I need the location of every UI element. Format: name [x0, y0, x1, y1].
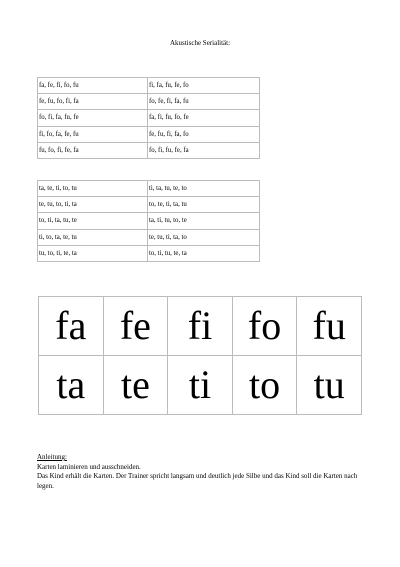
table-cell: to, ti, tu, te, ta: [148, 245, 260, 261]
table-row: [38, 126, 260, 142]
instructions: [37, 453, 367, 491]
table-cell: ti, ta, tu, te, to: [148, 181, 260, 197]
syllable-table-f: [37, 77, 260, 159]
table-cell: ta, ti, tu, to, te: [148, 213, 260, 229]
table-cell: fe, fu, fo, fi, fa: [38, 94, 148, 110]
table-cell: to, te, ti, ta, tu: [148, 197, 260, 213]
syllable-card: fu: [297, 297, 362, 356]
table-cell: ti, to, ta, te, tu: [38, 229, 148, 245]
table-row: [38, 213, 260, 229]
syllable-card: tu: [297, 356, 362, 415]
syllable-card: ta: [39, 356, 104, 415]
table-row: [38, 181, 260, 197]
table-cell: fi, fo, fa, fe, fu: [38, 126, 148, 142]
table-cell: ta, te, ti, to, tu: [38, 181, 148, 197]
instructions-line: Das Kind erhält die Karten. Der Trainer spricht langsam und deutlich jede Silbe und das Kind soll die Karten nach legen.: [37, 472, 358, 490]
table-cell: fo, fi, fu, fe, fa: [148, 142, 260, 158]
table-cell: fa, fe, fi, fo, fu: [38, 78, 148, 94]
table-cell: tu, to, ti, te, ta: [38, 245, 148, 261]
table-cell: fe, fu, fi, fa, fo: [148, 126, 260, 142]
card-row: [39, 297, 362, 356]
table-cell: to, ti, ta, tu, te: [38, 213, 148, 229]
table-row: [38, 94, 260, 110]
table-cell: te, tu, to, ti, ta: [38, 197, 148, 213]
syllable-cards: [38, 296, 362, 415]
table-row: [38, 229, 260, 245]
table-row: [38, 245, 260, 261]
table-cell: fo, fi, fa, fu, fe: [38, 110, 148, 126]
card-row: [39, 356, 362, 415]
table-row: [38, 197, 260, 213]
syllable-table-t: [37, 180, 260, 262]
table-row: [38, 110, 260, 126]
table-row: [38, 142, 260, 158]
syllable-card: fi: [168, 297, 233, 356]
syllable-card: fa: [39, 297, 104, 356]
syllable-card: to: [232, 356, 297, 415]
syllable-card: fo: [232, 297, 297, 356]
table-cell: fi, fa, fu, fe, fo: [148, 78, 260, 94]
syllable-card: fe: [103, 297, 168, 356]
table-row: [38, 78, 260, 94]
syllable-card: ti: [168, 356, 233, 415]
instructions-line: Karten laminieren und ausschneiden.: [37, 462, 141, 471]
table-cell: fu, fo, fi, fe, fa: [38, 142, 148, 158]
table-cell: te, tu, ti, ta, to: [148, 229, 260, 245]
table-cell: fo, fe, fi, fa, fu: [148, 94, 260, 110]
instructions-heading: Anleitung:: [37, 453, 67, 461]
syllable-card: te: [103, 356, 168, 415]
table-cell: fa, fi, fu, fo, fe: [148, 110, 260, 126]
page-title: Akustische Serialität:: [169, 39, 231, 47]
